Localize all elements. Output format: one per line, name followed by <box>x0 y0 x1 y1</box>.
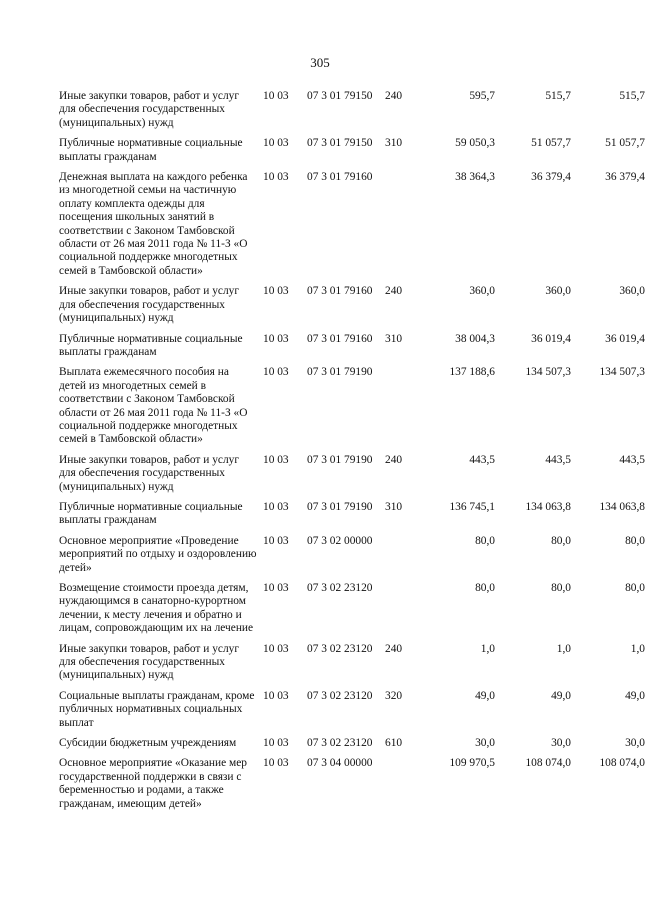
table-row <box>59 332 645 360</box>
row-expense-type <box>385 366 413 446</box>
row-value-1: 136 745,1 <box>449 500 495 513</box>
row-target-article: 07 3 02 23120 <box>307 689 373 702</box>
row-value-1: 109 970,5 <box>449 757 495 770</box>
row-value-2: 30,0 <box>551 737 571 750</box>
row-value-1: 595,7 <box>469 90 495 102</box>
row-name: Публичные нормативные социальные выплаты гражданам <box>59 137 243 163</box>
row-expense-type <box>385 171 413 278</box>
row-target-article: 07 3 01 79160 <box>307 332 373 345</box>
row-value-1: 1,0 <box>480 642 495 655</box>
row-value-2: 134 063,8 <box>525 500 571 513</box>
page-number: 305 <box>310 55 330 70</box>
row-expense-type: 320 <box>385 689 403 702</box>
row-value-3: 36 019,4 <box>605 332 645 345</box>
table-row <box>59 642 645 683</box>
row-value-3: 108 074,0 <box>599 757 645 770</box>
row-name: Субсидии бюджетным учреждениям <box>59 737 237 750</box>
row-value-1: 38 364,3 <box>455 171 495 184</box>
row-section-code: 10 03 <box>263 582 289 594</box>
row-target-article: 07 3 02 23120 <box>307 642 373 655</box>
table-row <box>59 285 645 325</box>
row-section-code: 10 03 <box>263 689 289 702</box>
row-target-article: 07 3 01 79190 <box>307 366 373 379</box>
row-target-article: 07 3 01 79150 <box>307 90 373 102</box>
table-row <box>59 689 645 730</box>
row-section-code: 10 03 <box>263 453 289 466</box>
row-value-1: 443,5 <box>469 453 495 466</box>
row-value-1: 30,0 <box>475 737 495 750</box>
row-value-3: 515,7 <box>619 90 645 102</box>
row-section-code: 10 03 <box>263 757 289 770</box>
table-row <box>59 534 645 575</box>
row-name: Денежная выплата на каждого ребенка из многодетной семьи на частичную оплату комплекта одежды для посещения школьных занятий в соответствии с Законом Тамбовской области от 26 мая 2011 года № 11-З «О социальной поддержке многодетных семей в Тамбовской области» <box>59 171 248 277</box>
row-name: Социальные выплаты гражданам, кроме публичных нормативных социальных выплат <box>59 689 255 729</box>
row-value-2: 443,5 <box>545 453 571 466</box>
row-expense-type <box>385 535 413 575</box>
row-expense-type: 240 <box>385 285 403 298</box>
row-value-3: 134 063,8 <box>599 500 645 513</box>
row-name: Иные закупки товаров, работ и услуг для обеспечения государственных (муниципальных) нужд <box>59 90 240 129</box>
budget-table <box>59 90 645 818</box>
row-expense-type: 310 <box>385 332 403 345</box>
row-expense-type <box>385 582 413 636</box>
row-name: Основное мероприятие «Оказание мер государственной поддержки в связи с беременностью и родами, а также гражданам, имеющим детей» <box>59 757 247 810</box>
row-value-3: 80,0 <box>625 582 645 594</box>
row-expense-type <box>385 757 413 811</box>
table-row <box>59 366 645 446</box>
row-target-article: 07 3 01 79160 <box>307 171 373 184</box>
row-target-article: 07 3 01 79190 <box>307 500 373 513</box>
row-name: Основное мероприятие «Проведение мероприятий по отдыху и оздоровлению детей» <box>59 534 257 574</box>
row-value-1: 137 188,6 <box>449 366 495 379</box>
row-value-3: 80,0 <box>625 534 645 547</box>
row-target-article: 07 3 01 79190 <box>307 453 373 466</box>
row-value-3: 36 379,4 <box>605 171 645 184</box>
row-value-3: 1,0 <box>630 642 645 655</box>
row-section-code: 10 03 <box>263 137 289 150</box>
row-value-2: 108 074,0 <box>525 757 571 770</box>
row-expense-type: 240 <box>385 90 403 102</box>
row-value-1: 38 004,3 <box>455 332 495 345</box>
row-name: Иные закупки товаров, работ и услуг для обеспечения государственных (муниципальных) нужд <box>59 642 240 682</box>
row-section-code: 10 03 <box>263 90 289 102</box>
row-value-2: 80,0 <box>551 534 571 547</box>
row-value-2: 515,7 <box>545 90 571 102</box>
row-value-2: 360,0 <box>545 285 571 298</box>
row-value-1: 49,0 <box>475 689 495 702</box>
row-name: Публичные нормативные социальные выплаты гражданам <box>59 332 243 358</box>
row-value-3: 49,0 <box>625 689 645 702</box>
row-target-article: 07 3 02 23120 <box>307 582 373 594</box>
row-target-article: 07 3 04 00000 <box>307 757 373 770</box>
row-value-3: 134 507,3 <box>599 366 645 379</box>
row-value-2: 134 507,3 <box>525 366 571 379</box>
row-value-1: 80,0 <box>475 582 495 594</box>
table-row <box>59 737 645 750</box>
row-section-code: 10 03 <box>263 500 289 513</box>
row-target-article: 07 3 01 79160 <box>307 285 373 298</box>
row-expense-type: 240 <box>385 453 403 466</box>
row-value-3: 360,0 <box>619 285 645 298</box>
row-section-code: 10 03 <box>263 642 289 655</box>
row-value-3: 30,0 <box>625 737 645 750</box>
row-value-1: 59 050,3 <box>455 137 495 150</box>
table-row <box>59 137 645 164</box>
row-value-2: 51 057,7 <box>531 137 571 150</box>
row-value-3: 443,5 <box>619 453 645 466</box>
row-expense-type: 310 <box>385 500 403 513</box>
row-value-2: 80,0 <box>551 582 571 594</box>
table-row <box>59 757 645 811</box>
table-row <box>59 582 645 636</box>
row-section-code: 10 03 <box>263 171 289 184</box>
table-row <box>59 90 645 130</box>
row-name: Возмещение стоимости проезда детям, нуждающимся в санаторно-курортном лечении, к месту лечения и обратно и лицам, сопровождающим их на лечение <box>59 582 254 635</box>
row-expense-type: 240 <box>385 642 403 655</box>
row-value-2: 1,0 <box>556 642 571 655</box>
row-name: Иные закупки товаров, работ и услуг для обеспечения государственных (муниципальных) нужд <box>59 453 240 493</box>
row-name: Выплата ежемесячного пособия на детей из многодетных семей в соответствии с Законом Тамбовской области от 26 мая 2011 года № 11-З «О социальной поддержке многодетных семей в Тамбовской области» <box>59 366 248 446</box>
table-row <box>59 171 645 278</box>
row-section-code: 10 03 <box>263 534 289 547</box>
row-target-article: 07 3 01 79150 <box>307 137 373 150</box>
row-section-code: 10 03 <box>263 332 289 345</box>
row-expense-type: 310 <box>385 137 403 150</box>
table-row <box>59 453 645 494</box>
row-section-code: 10 03 <box>263 737 289 750</box>
row-value-3: 51 057,7 <box>605 137 645 150</box>
row-name: Иные закупки товаров, работ и услуг для обеспечения государственных (муниципальных) нужд <box>59 285 240 325</box>
row-target-article: 07 3 02 23120 <box>307 737 373 750</box>
row-target-article: 07 3 02 00000 <box>307 534 373 547</box>
row-value-2: 36 379,4 <box>531 171 571 184</box>
row-value-1: 360,0 <box>469 285 495 298</box>
table-row <box>59 500 645 528</box>
row-value-2: 36 019,4 <box>531 332 571 345</box>
row-section-code: 10 03 <box>263 285 289 298</box>
row-name: Публичные нормативные социальные выплаты гражданам <box>59 500 243 527</box>
row-value-2: 49,0 <box>551 689 571 702</box>
row-expense-type: 610 <box>385 737 403 750</box>
row-section-code: 10 03 <box>263 366 289 379</box>
row-value-1: 80,0 <box>475 534 495 547</box>
